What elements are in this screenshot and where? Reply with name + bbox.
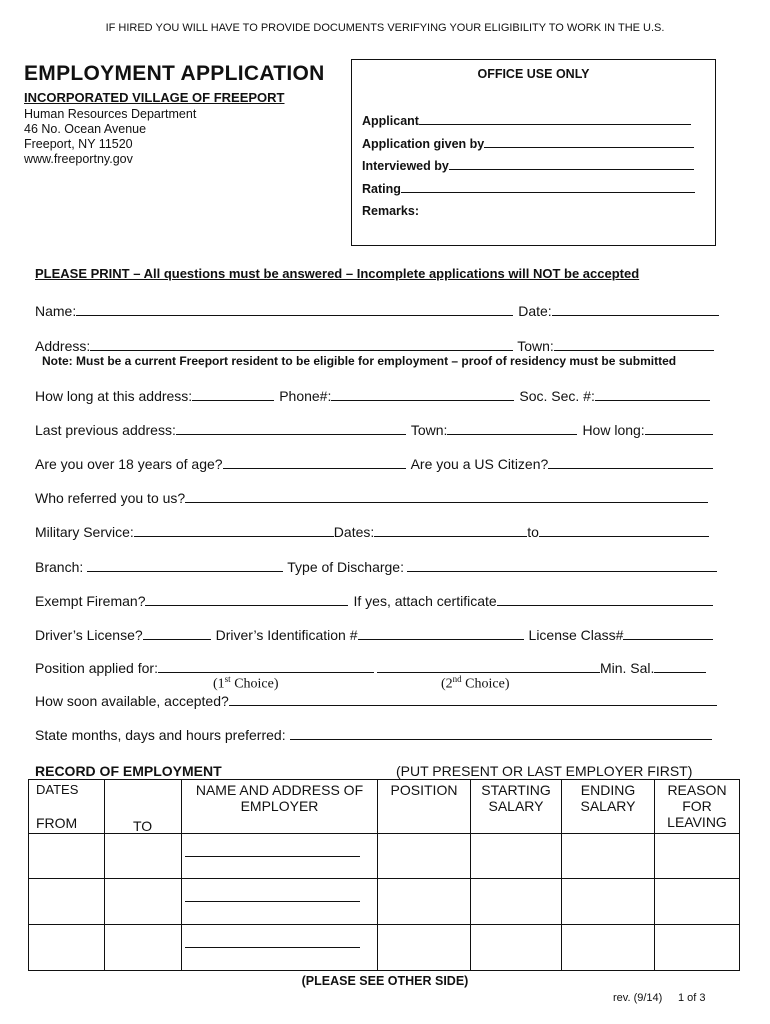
starting-header-2: SALARY [488, 798, 544, 814]
referred-label: Who referred you to us? [35, 490, 186, 506]
table-row [29, 925, 740, 971]
state-months-label: State months, days and hours preferred: [35, 727, 286, 743]
header-ending-salary [562, 780, 655, 834]
header-to [105, 780, 182, 834]
ssn-field[interactable] [595, 386, 710, 401]
from-header: FROM [36, 815, 78, 831]
military-label: Military Service: [35, 524, 134, 540]
cell-reason[interactable] [655, 925, 740, 971]
office-remarks-row [362, 204, 419, 218]
address-line-1: Human Resources Department [24, 107, 197, 121]
cell-employer[interactable] [182, 879, 378, 925]
office-given-by-field[interactable] [484, 136, 694, 148]
cell-position[interactable] [378, 834, 471, 879]
reason-header-3: LEAVING [667, 814, 727, 830]
drivers-id-label: Driver’s Identification # [215, 627, 358, 643]
phone-field[interactable] [331, 386, 514, 401]
office-given-by-label: Application given by [362, 137, 485, 151]
how-soon-row [35, 691, 717, 709]
state-months-field[interactable] [290, 725, 712, 740]
office-use-box [351, 59, 716, 246]
employer-header-2: EMPLOYER [240, 798, 319, 814]
how-soon-label: How soon available, accepted? [35, 693, 229, 709]
branch-label: Branch: [35, 559, 84, 575]
min-sal-label: Min. Sal. [599, 660, 655, 676]
town2-field[interactable] [447, 420, 577, 435]
cell-employer[interactable] [182, 834, 378, 879]
state-months-row [35, 725, 712, 743]
how-soon-field[interactable] [229, 691, 717, 706]
website-link[interactable]: www.freeportny.gov [24, 152, 133, 166]
how-long-label: How long: [582, 422, 645, 438]
exempt-fireman-label: Exempt Fireman? [35, 593, 146, 609]
military-row [35, 522, 709, 540]
cell-reason[interactable] [655, 834, 740, 879]
to-label: to [527, 524, 539, 540]
employment-note: (PUT PRESENT OR LAST EMPLOYER FIRST) [396, 763, 693, 779]
last-address-row [35, 420, 713, 438]
exempt-fireman-row [35, 591, 713, 609]
cell-starting[interactable] [471, 834, 562, 879]
office-rating-row [362, 181, 695, 196]
ending-header-1: ENDING [580, 782, 636, 798]
position-second-field[interactable] [377, 658, 600, 673]
page-title: EMPLOYMENT APPLICATION [24, 62, 325, 85]
employment-table [28, 779, 740, 971]
town-label: Town: [517, 338, 554, 354]
cell-from[interactable] [29, 925, 105, 971]
discharge-field[interactable] [407, 557, 717, 572]
how-long-address-label: How long at this address: [35, 388, 193, 404]
dates-to-field[interactable] [539, 522, 709, 537]
exempt-fireman-field[interactable] [145, 591, 348, 606]
attach-cert-field[interactable] [497, 591, 713, 606]
address-line-2: 46 No. Ocean Avenue [24, 122, 147, 136]
drivers-row [35, 625, 713, 643]
position-applied-label: Position applied for: [35, 660, 158, 676]
us-citizen-label: Are you a US Citizen? [410, 456, 549, 472]
name-label: Name: [35, 303, 77, 319]
address-field[interactable] [90, 336, 513, 351]
position-row [35, 658, 706, 676]
office-interviewed-row [362, 158, 694, 173]
cell-starting[interactable] [471, 925, 562, 971]
cell-ending[interactable] [562, 834, 655, 879]
header-starting-salary [471, 780, 562, 834]
dates-header: DATES [36, 782, 79, 797]
cell-position[interactable] [378, 879, 471, 925]
last-address-field[interactable] [176, 420, 406, 435]
military-field[interactable] [134, 522, 334, 537]
header-reason [655, 780, 740, 834]
branch-field[interactable] [87, 557, 283, 572]
address-town-row [35, 336, 714, 354]
drivers-license-label: Driver’s License? [35, 627, 143, 643]
organization-name: INCORPORATED VILLAGE OF FREEPORT [24, 90, 285, 105]
table-row [29, 834, 740, 879]
age-citizen-row [35, 454, 713, 472]
office-rating-field[interactable] [401, 181, 695, 193]
cell-position[interactable] [378, 925, 471, 971]
dates-from-field[interactable] [374, 522, 527, 537]
instructions: PLEASE PRINT – All questions must be answered – Incomplete applications will NOT be accepted [35, 266, 640, 281]
to-header: TO [133, 818, 153, 834]
drivers-id-field[interactable] [358, 625, 524, 640]
us-citizen-field[interactable] [548, 454, 713, 469]
header-position [378, 780, 471, 834]
office-applicant-row [362, 113, 691, 128]
town-field[interactable] [554, 336, 714, 351]
table-row [29, 879, 740, 925]
over-18-label: Are you over 18 years of age? [35, 456, 223, 472]
employment-header-row [29, 780, 740, 834]
starting-header-1: STARTING [481, 782, 551, 798]
howlong-phone-ssn-row [35, 386, 710, 404]
phone-label: Phone#: [279, 388, 332, 404]
employer-header-1: NAME AND ADDRESS OF [195, 782, 364, 798]
cell-starting[interactable] [471, 879, 562, 925]
address-label: Address: [35, 338, 91, 354]
cell-from[interactable] [29, 834, 105, 879]
office-rating-label: Rating [362, 182, 401, 196]
over-18-field[interactable] [223, 454, 406, 469]
second-choice-caption: (2nd Choice) [441, 674, 510, 692]
ssn-label: Soc. Sec. #: [519, 388, 595, 404]
cell-ending[interactable] [562, 879, 655, 925]
residency-note: Note: Must be a current Freeport resident to be eligible for employment – proof of residency must be submitted [42, 354, 677, 368]
employment-title: RECORD OF EMPLOYMENT [35, 763, 222, 779]
name-field[interactable] [76, 301, 513, 316]
position-header: POSITION [390, 782, 458, 798]
office-applicant-label: Applicant [362, 114, 419, 128]
referred-row [35, 488, 708, 506]
top-notice: IF HIRED YOU WILL HAVE TO PROVIDE DOCUMENTS VERIFYING YOUR ELIGIBILITY TO WORK IN THE U.S. [105, 22, 665, 34]
cell-to[interactable] [105, 879, 182, 925]
position-first-field[interactable] [158, 658, 374, 673]
first-choice-caption: (1st Choice) [213, 674, 279, 692]
header-dates-from [29, 780, 105, 834]
last-address-label: Last previous address: [35, 422, 176, 438]
office-interviewed-field[interactable] [449, 158, 694, 170]
cell-reason[interactable] [655, 879, 740, 925]
branch-row [35, 557, 717, 575]
cell-from[interactable] [29, 879, 105, 925]
cell-employer[interactable] [182, 925, 378, 971]
office-use-title: OFFICE USE ONLY [477, 67, 590, 81]
cell-to[interactable] [105, 925, 182, 971]
date-label: Date: [518, 303, 552, 319]
name-date-row [35, 301, 719, 319]
attach-cert-label: If yes, attach certificate [353, 593, 497, 609]
page-number: 1 of 3 [678, 992, 706, 1004]
license-class-label: License Class# [528, 627, 624, 643]
license-class-field[interactable] [623, 625, 713, 640]
revision-label: rev. (9/14) [613, 992, 663, 1004]
office-interviewed-label: Interviewed by [362, 159, 449, 173]
address-line-3: Freeport, NY 11520 [24, 137, 133, 151]
how-long-field[interactable] [645, 420, 713, 435]
office-given-by-row [362, 136, 694, 151]
date-field[interactable] [552, 301, 719, 316]
reason-header-1: REASON [667, 782, 727, 798]
header-employer [182, 780, 378, 834]
cell-ending[interactable] [562, 925, 655, 971]
ending-header-2: SALARY [580, 798, 636, 814]
discharge-label: Type of Discharge: [287, 559, 404, 575]
min-sal-field[interactable] [654, 658, 706, 673]
how-long-address-field[interactable] [192, 386, 274, 401]
office-remarks-label: Remarks: [362, 204, 419, 218]
reason-header-2: FOR [682, 798, 712, 814]
see-other-side: (PLEASE SEE OTHER SIDE) [301, 974, 469, 988]
cell-to[interactable] [105, 834, 182, 879]
town2-label: Town: [410, 422, 448, 438]
referred-field[interactable] [185, 488, 708, 503]
drivers-license-field[interactable] [143, 625, 211, 640]
office-applicant-field[interactable] [419, 113, 691, 125]
dates-label: Dates: [333, 524, 375, 540]
